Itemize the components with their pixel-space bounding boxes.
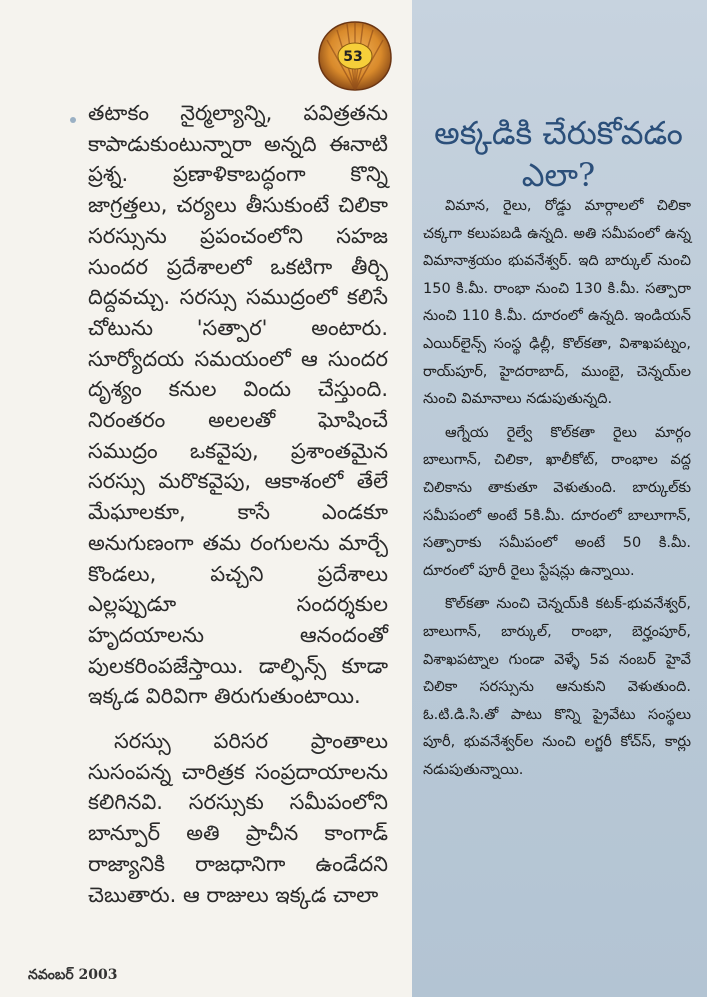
left-paragraph-2: సరస్సు పరిసర ప్రాంతాలు సుసంపన్న చారిత్రక సంప్రదాయాలను కలిగినవి. సరస్సుకు సమీపంలోని బాన్పూర్ అతి ప్రాచీన కాంగాడ్ రాజ్యానికి రాజధానిగా ఉండేదని చెబుతారు. ఆ రాజులు ఇక్కడ చాలా [88,729,388,907]
bullet-mark [70,117,76,123]
sidebar-text [423,193,691,784]
footer-date: నవంబర్ 2003 [28,967,118,983]
left-paragraph-1: తటాకం నైర్మల్యాన్ని, పవిత్రతను కాపాడుకుంటున్నారా అన్నది ఈనాటి ప్రశ్న. ప్రణాళికాబద్ధంగా కొన్ని జాగ్రత్తలు, చర్యలు తీసుకుంటే చిలికా సరస్సును ప్రపంచంలోని సహజ సుందర ప్రదేశాలలో ఒకటిగా తీర్చి దిద్దవచ్చు. సరస్సు సముద్రంలో కలిసే చోటును 'సత్పార' అంటారు. సూర్యోదయ సమయంలో ఆ సుందర దృశ్యం కనుల విందు చేస్తుంది. నిరంతరం అలలతో ఘోషించే సముద్రం ఒకవైపు, ప్రశాంతమైన సరస్సు మరొకవైపు, ఆకాశంలో తేలే మేఘాలకూ, కాసే ఎండకూ అనుగుణంగా తమ రంగులను మార్చే కొండలు, పచ్చని ప్రదేశాలు ఎల్లప్పుడూ సందర్శకుల హృదయాలను ఆనందంతో పులకరింపజేస్తాయి. డాల్ఫిన్స్ కూడా ఇక్కడ విరివిగా తిరుగుతుంటాయి. [88,101,388,709]
sidebar-paragraph-1: విమాన, రైలు, రోడ్డు మార్గాలలో చిలికా చక్కగా కలుపబడి ఉన్నది. అతి సమీపంలో ఉన్న విమానాశ్రయం భువనేశ్వర్. ఇది బార్కుల్ నుంచి 150 కి.మీ. రాంభా నుంచి 130 కి.మీ. సత్పారా నుంచి 110 కి.మీ. దూరంలో ఉన్నది. ఇండియన్ ఎయిర్‌లైన్స్ సంస్థ ఢిల్లీ, కొల్‌కతా, విశాఖపట్నం, రాయ్‌పూర్, హైదరాబాద్, ముంబై, చెన్నయ్‌ల నుంచి విమానాలు నడుపుతున్నది. [423,198,691,408]
sidebar-title: అక్కడికి చేరుకోవడం ఎలా? [434,114,683,194]
page-number: 53 [343,49,363,65]
left-column-text [88,98,388,910]
sidebar-paragraph-2: ఆగ్నేయ రైల్వే కొల్‌కతా రైలు మార్గం బాలుగాన్, చిలికా, ఖాలీకోట్, రాంభాల వద్ద చిలికాను తాకుతూ వెళుతుంది. బార్కుల్‌కు సమీపంలో అంటే 5కి.మీ. దూరంలో బాలూగాన్, సత్పారాకు సమీపంలో అంటే 50 కి.మీ. దూరంలో పూరీ రైలు స్టేషన్లు ఉన్నాయి. [423,424,691,579]
sidebar-paragraph-3: కొల్‌కతా నుంచి చెన్నయ్‌కి కటక్-భువనేశ్వర్, బాలుగాన్, బార్కుల్, రాంభా, బెర్హంపూర్, విశాఖపట్నాల గుండా వెళ్ళే 5వ నంబర్ హైవే చిలికా సరస్సును ఆనుకుని వెళుతుంది. ఓ.టి.డి.సి.తో పాటు కొన్ని ప్రైవేటు సంస్థలు పూరీ, భువనేశ్వర్‌ల నుంచి లగ్జరీ కోచ్‌స్, కార్లు నడుపుతున్నాయి. [423,596,691,778]
